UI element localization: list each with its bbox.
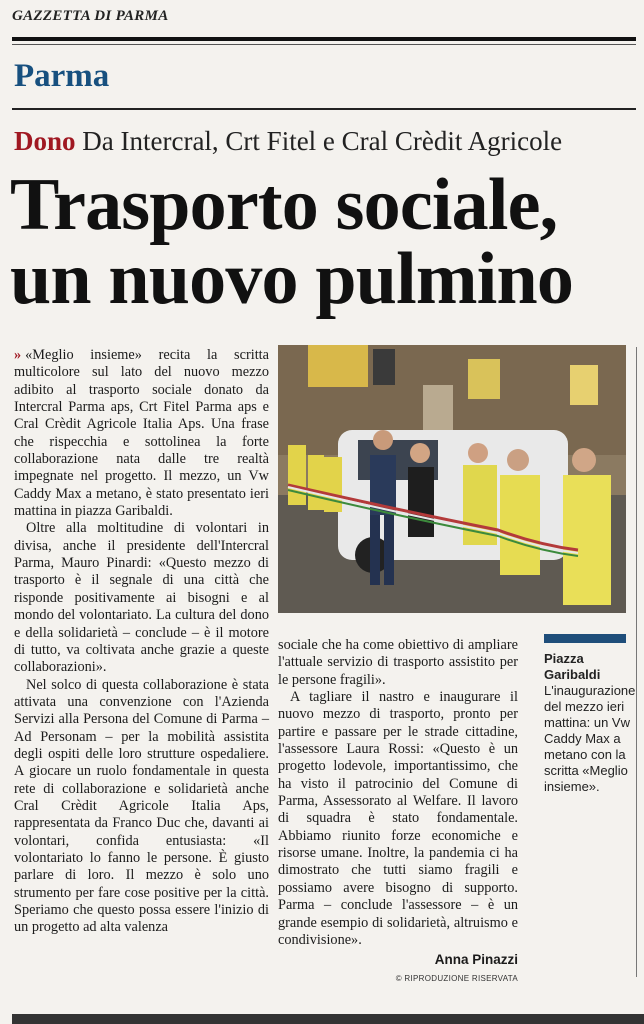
masthead-rule-thin: [12, 44, 636, 45]
section-rule: [12, 108, 636, 110]
column-divider: [636, 347, 637, 977]
paragraph: » «Meglio insieme» recita la scritta multicolore sul lato del nuovo mezzo adibito al trasporto sociale donato da Intercral Parma aps, Crt Fitel Parma aps e Cral Crèdit Agricole Italia Aps. Una frase che rispecchia e sottolinea la forte collaborazione nata dalle tre realtà impegnate nel progetto. Il mezzo, un Vw Caddy Max a metano, è stato presentato ieri mattina in piazza Garibaldi.: [14, 347, 269, 520]
kicker-text: Da Intercral, Crt Fitel e Cral Crèdit Agricole: [82, 126, 563, 156]
byline: Anna Pinazzi: [434, 952, 518, 967]
headline-line-2: un nuovo pulmino: [10, 238, 574, 320]
photo-caption: [544, 651, 636, 795]
section-title: Parma: [14, 58, 110, 94]
bullet-icon: »: [14, 347, 22, 363]
paragraph: A tagliare il nastro e inaugurare il nuovo mezzo di trasporto, pronto per partire e passare per le strade cittadine, l'assessore Laura Rossi: «Questo è un progetto lodevole, importantissimo, che ha visto il patrocinio del Comune di Parma, Assessorato al Welfare. Il lavoro di squadra è stato fondamentale. Abbiamo riunito forze economiche e risorse umane. Inoltre, la pandemia ci ha dimostrato che tutti siamo fragili e possiamo avere bisogno di supporto. Parma – conclude l'assessore – è un grande esempio di solidarietà, altruismo e condivisione».: [278, 689, 518, 948]
caption-text: L'inaugurazione del mezzo ieri mattina: un Vw Caddy Max a metano con la scritta «Meglio insieme».: [544, 683, 636, 794]
caption-bar: [544, 634, 626, 643]
headline: [10, 164, 630, 320]
paragraph: sociale che ha come obiettivo di ampliare l'attuale servizio di trasporto assistito per le persone fragili».: [278, 637, 518, 688]
headline-line-1: Trasporto sociale,: [10, 164, 558, 246]
paragraph: Nel solco di questa collaborazione è stata attivata una convenzione con l'Azienda Servizi alla Persona del Comune di Parma – Ad Personam – per la mobilità assistita degli ospiti delle loro strutture ospedaliere. A giocare un ruolo fondamentale in questa rete di collaborazione e solidarietà anche Cral Crèdit Agricole Italia Aps, rappresentata da Franco Duc che, davanti ai volontari, confida entusiasta: «Il volontariato lo fanno le persone. È giusto parlare di loro. Il mezzo è solo uno strumento per fare cose positive per la città. Speriamo che questo possa essere l'inizio di un progetto ad alta valenza: [14, 676, 269, 936]
masthead-rule: [12, 37, 636, 41]
page-bottom-bar: [12, 1014, 644, 1024]
kicker: [14, 126, 562, 157]
copyright-notice: © RIPRODUZIONE RISERVATA: [395, 974, 518, 983]
paragraph: Oltre alla moltitudine di volontari in divisa, anche il presidente dell'Intercral Parma, Mauro Pinardi: «Questo mezzo di trasporto è il segnale di una città che risponde positivamente ai bisogni e al mondo del volontariato. La cultura del dono e della solidarietà – conclude – è il motore di tutto, va coltivata anche grazie a queste collaborazioni».: [14, 520, 269, 676]
article-column-1: [14, 347, 269, 937]
article-photo: [278, 345, 626, 613]
masthead: GAZZETTA DI PARMA: [12, 8, 169, 24]
article-column-2: [278, 637, 518, 949]
kicker-tag: Dono: [14, 126, 76, 156]
caption-title: Piazza Garibaldi: [544, 651, 601, 682]
